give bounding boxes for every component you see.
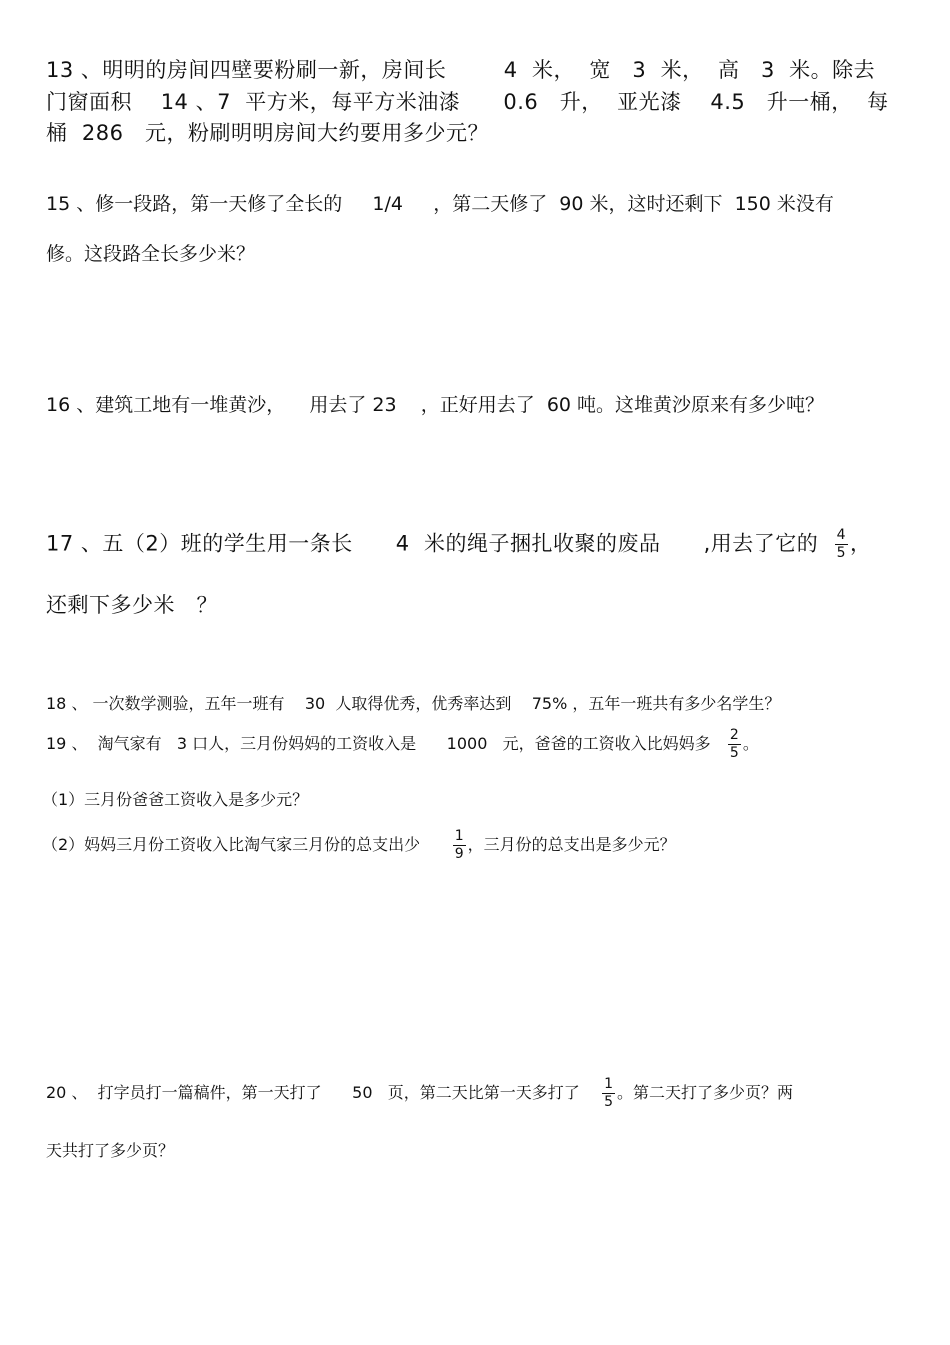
fraction-denominator: 5 [604,1094,614,1110]
q15-line-1: 15 、修一段路，第一天修了全长的 1/4 ，第二天修了 90 米，这时还剩下 150 米没有 [46,193,834,215]
q20-text: 20 、 打字员打一篇稿件，第一天打了 50 页，第二天比第一天多打了 [46,1083,601,1102]
q20-text-end: 。第二天打了多少页？两 [617,1083,794,1102]
q20-fraction [602,1076,615,1111]
q19-sub2-text-end: ，三月份的总支出是多少元？ [467,835,676,854]
q19-text: 19 、 淘气家有 3 口人，三月份妈妈的工资收入是 1000 元，爸爸的工资收入比妈妈多 [46,734,726,753]
q15-line-2: 修。这段路全长多少米？ [46,243,256,265]
fraction-numerator: 4 [836,527,847,543]
q13-line-2: 门窗面积 14 、7 平方米，每平方米油漆 0.6 升， 亚光漆 4.5 升一桶， 每 [46,90,889,114]
q19-text-end: 。 [742,734,759,753]
q16-line-1: 16 、建筑工地有一堆黄沙， 用去了 23 ，正好用去了 60 吨。这堆黄沙原来有多少吨？ [46,394,825,416]
q17-fraction [835,527,848,562]
fraction-denominator: 9 [454,846,464,862]
q13-line-1: 13 、明明的房间四壁要粉刷一新，房间长 4 米， 宽 3 米， 高 3 米。除去 [46,58,876,82]
q17-line-2: 还剩下多少米 ？ [46,593,219,617]
fraction-numerator: 1 [454,828,464,844]
q17-text: 17 、五（2）班的学生用一条长 4 米的绳子捆扎收聚的废品 ,用去了它的 [46,531,833,556]
q20-line-2: 天共打了多少页？ [46,1141,175,1160]
fraction-numerator: 2 [729,727,739,743]
fraction-numerator: 1 [604,1076,614,1092]
q17-text-end: ， [850,531,872,556]
q18-line-1: 18 、 一次数学测验，五年一班有 30 人取得优秀，优秀率达到 75% ，五年一班共有多少名学生？ [46,694,781,713]
fraction-denominator: 5 [729,745,739,761]
q19-sub-1: （1）三月份爸爸工资收入是多少元？ [42,790,309,809]
q13-line-3: 桶 286 元，粉刷明明房间大约要用多少元？ [46,121,489,145]
fraction-denominator: 5 [836,545,847,561]
q19-sub-2 [42,828,676,863]
q19-sub2-fraction [453,828,466,863]
q17-line-1 [46,527,872,562]
q19-fraction [728,727,741,762]
q19-sub2-text: （2）妈妈三月份工资收入比淘气家三月份的总支出少 [42,835,451,854]
q19-line-1 [46,727,759,762]
q20-line-1 [46,1076,793,1111]
